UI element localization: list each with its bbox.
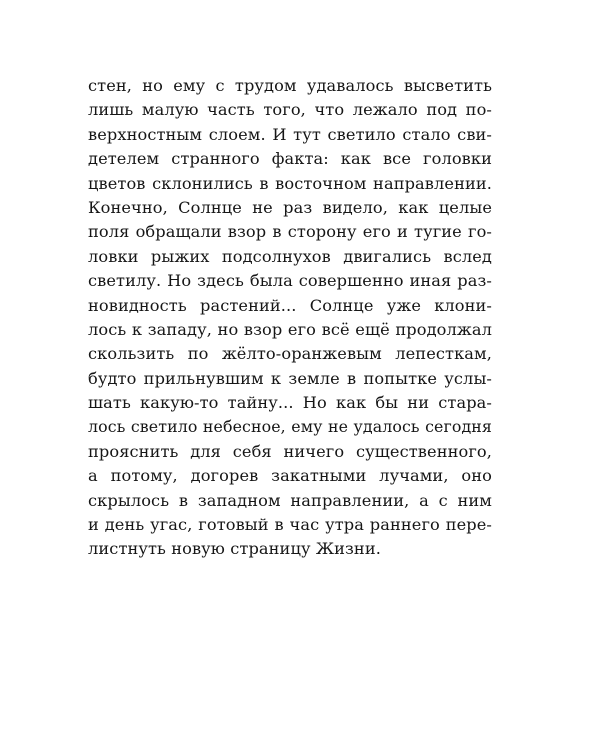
text-line: детелем странного факта: как все головки xyxy=(88,149,492,169)
text-line: новидность растений... Солнце уже клони- xyxy=(88,295,492,315)
text-line: лишь малую часть того, что лежало под по- xyxy=(88,100,492,120)
text-line: ловки рыжих подсолнухов двигались вслед xyxy=(88,246,492,266)
text-line: скрылось в западном направлении, а с ним xyxy=(88,490,492,510)
text-line: светилу. Но здесь была совершенно иная раз- xyxy=(88,271,492,291)
text-line: шать какую-то тайну... Но как бы ни стара- xyxy=(88,393,492,413)
text-line: верхностным слоем. И тут светило стало сви- xyxy=(88,124,492,144)
text-line: лось светило небесное, ему не удалось сегодня xyxy=(88,417,492,437)
text-line: листнуть новую страницу Жизни. xyxy=(88,539,381,559)
text-line: цветов склонились в восточном направлении. xyxy=(88,173,492,193)
text-line: а потому, догорев закатными лучами, оно xyxy=(88,466,492,486)
text-line: лось к западу, но взор его всё ещё продолжал xyxy=(88,319,492,339)
text-line: Конечно, Солнце не раз видело, как целые xyxy=(88,197,492,217)
body-text xyxy=(88,74,492,562)
text-line: стен, но ему с трудом удавалось высветить xyxy=(88,76,492,95)
text-line: прояснить для себя ничего существенного, xyxy=(88,441,492,461)
text-line: будто прильнувшим к земле в попытке услы- xyxy=(88,368,492,388)
text-line: поля обращали взор в сторону его и тугие го- xyxy=(88,222,492,242)
text-line: скользить по жёлто-оранжевым лепесткам, xyxy=(88,344,492,364)
text-line: и день угас, готовый в час утра раннего пере- xyxy=(88,515,492,535)
